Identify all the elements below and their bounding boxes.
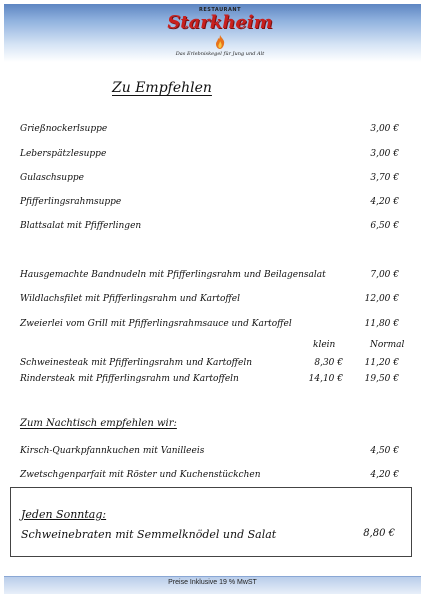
column-header-small: klein xyxy=(313,340,336,350)
menu-item xyxy=(0,270,425,284)
footer-band xyxy=(4,576,421,594)
item-price: 3,70 € xyxy=(370,173,399,183)
item-price: 6,50 € xyxy=(370,221,399,231)
item-name: Wildlachsfilet mit Pfifferlingsrahm und Kartoffel xyxy=(20,294,240,304)
menu-item xyxy=(0,446,425,460)
page-title: Zu Empfehlen xyxy=(112,80,212,96)
item-name: Grießnockerlsuppe xyxy=(20,124,108,134)
menu-item xyxy=(0,149,425,163)
menu-item xyxy=(0,470,425,484)
special-name: Schweinebraten mit Semmelknödel und Salat xyxy=(21,528,277,541)
item-price: 3,00 € xyxy=(370,124,399,134)
item-price-small: 14,10 € xyxy=(308,374,343,384)
menu-item xyxy=(0,124,425,138)
menu-item xyxy=(0,197,425,211)
item-name: Rindersteak mit Pfifferlingsrahm und Kartoffeln xyxy=(20,374,239,384)
restaurant-logo xyxy=(140,7,300,63)
menu-item xyxy=(0,294,425,308)
menu-item xyxy=(0,374,425,388)
item-price: 11,20 € xyxy=(364,358,399,368)
item-name: Zwetschgenparfait mit Röster und Kuchenstückchen xyxy=(20,470,261,480)
item-price: 12,00 € xyxy=(364,294,399,304)
item-price: 7,00 € xyxy=(370,270,399,280)
column-header-normal: Normal xyxy=(370,340,405,350)
menu-item xyxy=(0,173,425,187)
menu-item xyxy=(0,358,425,372)
logo-name: Starkheim xyxy=(167,12,273,33)
menu-item xyxy=(0,319,425,333)
item-price-small: 8,30 € xyxy=(314,358,343,368)
logo-restaurant-label: RESTAURANT xyxy=(199,7,241,13)
item-price: 3,00 € xyxy=(370,149,399,159)
item-name: Blattsalat mit Pfifferlingen xyxy=(20,221,142,231)
item-name: Pfifferlingsrahmsuppe xyxy=(20,197,122,207)
item-price: 19,50 € xyxy=(364,374,399,384)
menu-item xyxy=(0,221,425,235)
flame-icon xyxy=(212,34,228,50)
item-name: Zweierlei vom Grill mit Pfifferlingsrahmsauce und Kartoffel xyxy=(20,319,292,329)
special-price: 8,80 € xyxy=(363,528,395,539)
item-name: Hausgemachte Bandnudeln mit Pfifferlingsrahm und Beilagensalat xyxy=(20,270,326,280)
logo-tagline: Das Erlebniskegel für Jung und Alt xyxy=(175,51,265,57)
special-heading: Jeden Sonntag: xyxy=(21,508,107,521)
item-price: 11,80 € xyxy=(364,319,399,329)
sunday-special-box xyxy=(10,487,412,557)
item-price: 4,20 € xyxy=(370,470,399,480)
dessert-section-title: Zum Nachtisch empfehlen wir: xyxy=(20,418,177,429)
item-name: Gulaschsuppe xyxy=(20,173,84,183)
footer-note: Preise Inklusive 19 % MwST xyxy=(168,579,257,586)
item-name: Leberspätzlesuppe xyxy=(20,149,107,159)
item-name: Schweinesteak mit Pfifferlingsrahm und Kartoffeln xyxy=(20,358,253,368)
item-price: 4,20 € xyxy=(370,197,399,207)
item-price: 4,50 € xyxy=(370,446,399,456)
item-name: Kirsch-Quarkpfannkuchen mit Vanilleeis xyxy=(20,446,205,456)
